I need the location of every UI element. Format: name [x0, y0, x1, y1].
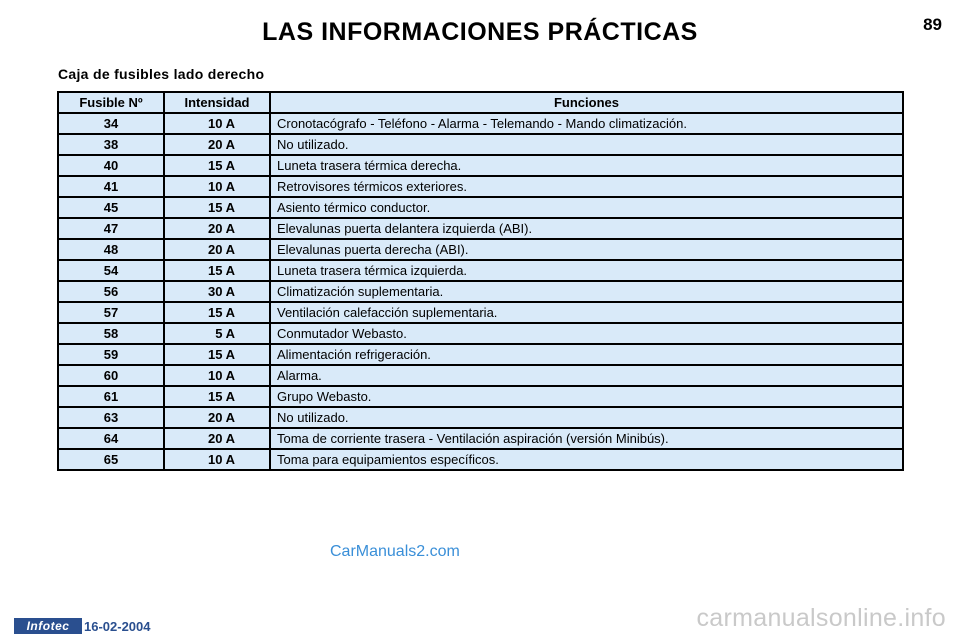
fuse-number-cell: 56 — [58, 281, 164, 302]
table-row — [58, 323, 903, 344]
fuse-function-cell: Cronotacógrafo - Teléfono - Alarma - Telemando - Mando climatización. — [270, 113, 903, 134]
page-title: LAS INFORMACIONES PRÁCTICAS — [262, 18, 698, 46]
fuse-function-cell: Elevalunas puerta derecha (ABI). — [270, 239, 903, 260]
fuse-intensity-cell: 15 A — [164, 155, 270, 176]
column-header-functions: Funciones — [270, 92, 903, 113]
fuse-intensity-cell: 20 A — [164, 407, 270, 428]
fuse-intensity-cell: 15 A — [164, 344, 270, 365]
fuse-function-cell: Toma para equipamientos específicos. — [270, 449, 903, 470]
fuse-function-cell: Elevalunas puerta delantera izquierda (ABI). — [270, 218, 903, 239]
table-row — [58, 134, 903, 155]
fuse-number-cell: 57 — [58, 302, 164, 323]
fuse-function-cell: Retrovisores térmicos exteriores. — [270, 176, 903, 197]
table-row — [58, 281, 903, 302]
column-header-intensity: Intensidad — [164, 92, 270, 113]
fuse-intensity-cell: 15 A — [164, 386, 270, 407]
table-row — [58, 386, 903, 407]
fuse-intensity-cell: 15 A — [164, 302, 270, 323]
fuse-function-cell: Alimentación refrigeración. — [270, 344, 903, 365]
fuse-intensity-cell: 20 A — [164, 428, 270, 449]
fuse-intensity-cell: 20 A — [164, 218, 270, 239]
fuse-intensity-cell: 10 A — [164, 365, 270, 386]
table-row — [58, 239, 903, 260]
fuse-number-cell: 38 — [58, 134, 164, 155]
fuse-intensity-cell: 15 A — [164, 197, 270, 218]
fuse-intensity-cell: 10 A — [164, 449, 270, 470]
fuse-intensity-cell: 30 A — [164, 281, 270, 302]
fuse-number-cell: 63 — [58, 407, 164, 428]
watermark-carmanuals2: CarManuals2.com — [330, 543, 460, 560]
fuse-intensity-cell: 5 A — [164, 323, 270, 344]
fuse-function-cell: Alarma. — [270, 365, 903, 386]
fuse-function-cell: Ventilación calefacción suplementaria. — [270, 302, 903, 323]
fuse-function-cell: Asiento térmico conductor. — [270, 197, 903, 218]
watermark-carmanualsonline: carmanualsonline.info — [696, 604, 946, 632]
table-row — [58, 428, 903, 449]
fuse-number-cell: 59 — [58, 344, 164, 365]
table-row — [58, 155, 903, 176]
fuse-function-cell: Conmutador Webasto. — [270, 323, 903, 344]
page-number: 89 — [923, 15, 942, 34]
fuse-number-cell: 61 — [58, 386, 164, 407]
fuse-function-cell: Luneta trasera térmica izquierda. — [270, 260, 903, 281]
table-row — [58, 344, 903, 365]
section-title: Caja de fusibles lado derecho — [58, 66, 265, 82]
table-row — [58, 449, 903, 470]
fuse-intensity-cell: 10 A — [164, 176, 270, 197]
infotec-logo: Infotec — [14, 618, 82, 634]
fuse-function-cell: Grupo Webasto. — [270, 386, 903, 407]
fuse-function-cell: Climatización suplementaria. — [270, 281, 903, 302]
fuse-intensity-cell: 20 A — [164, 239, 270, 260]
fuse-number-cell: 40 — [58, 155, 164, 176]
fuse-intensity-cell: 15 A — [164, 260, 270, 281]
fuse-number-cell: 47 — [58, 218, 164, 239]
column-header-fuse: Fusible Nº — [58, 92, 164, 113]
fuse-function-cell: Luneta trasera térmica derecha. — [270, 155, 903, 176]
fuse-function-cell: No utilizado. — [270, 134, 903, 155]
table-row — [58, 218, 903, 239]
fuse-table-body — [58, 113, 903, 470]
table-row — [58, 407, 903, 428]
table-row — [58, 260, 903, 281]
table-row — [58, 302, 903, 323]
fuse-number-cell: 41 — [58, 176, 164, 197]
table-row — [58, 176, 903, 197]
fuse-number-cell: 34 — [58, 113, 164, 134]
table-header-row — [58, 92, 903, 113]
fuse-function-cell: No utilizado. — [270, 407, 903, 428]
fuse-number-cell: 65 — [58, 449, 164, 470]
fuse-number-cell: 60 — [58, 365, 164, 386]
fuse-intensity-cell: 10 A — [164, 113, 270, 134]
table-row — [58, 113, 903, 134]
table-row — [58, 197, 903, 218]
fuse-number-cell: 58 — [58, 323, 164, 344]
fuse-number-cell: 54 — [58, 260, 164, 281]
fuse-function-cell: Toma de corriente trasera - Ventilación aspiración (versión Minibús). — [270, 428, 903, 449]
fuse-table — [57, 91, 904, 471]
fuse-number-cell: 45 — [58, 197, 164, 218]
fuse-number-cell: 64 — [58, 428, 164, 449]
fuse-intensity-cell: 20 A — [164, 134, 270, 155]
table-row — [58, 365, 903, 386]
fuse-number-cell: 48 — [58, 239, 164, 260]
footer-date: 16-02-2004 — [84, 619, 151, 634]
